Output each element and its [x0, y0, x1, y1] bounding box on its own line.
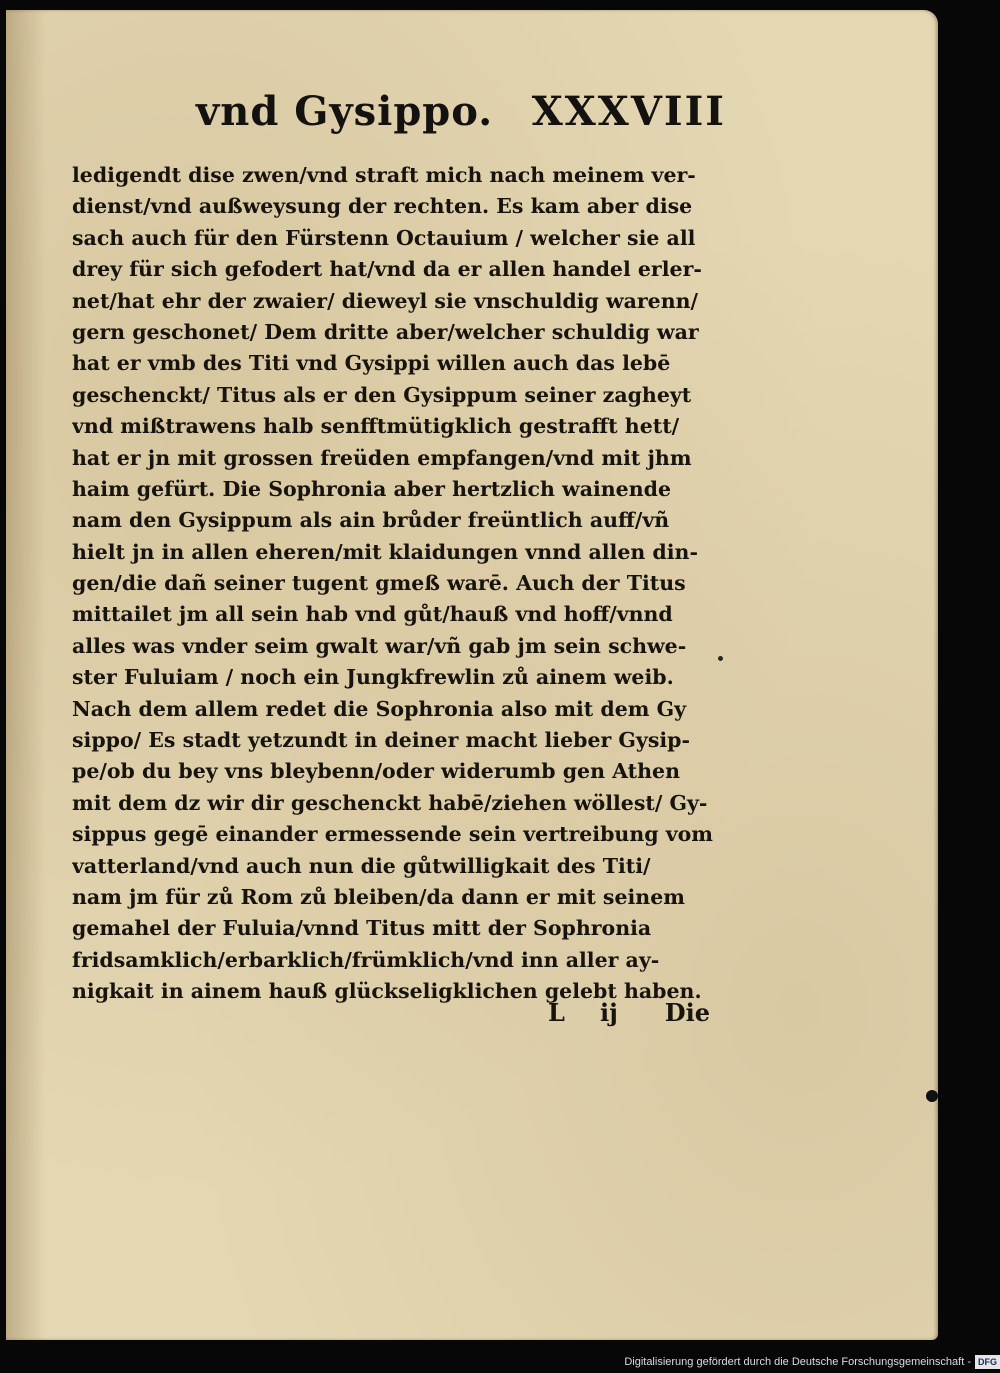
- dfg-logo: DFG: [975, 1355, 1000, 1369]
- text-line: Nach dem allem redet die Sophronia also mit dem Gy: [72, 696, 687, 721]
- text-line: ster Fuluiam / noch ein Jungkfrewlin zů ainem weib.: [72, 665, 674, 690]
- text-line: alles was vnder seim gwalt war/vñ gab jm sein schwe-: [72, 633, 687, 658]
- text-line: net/hat ehr der zwaier/ dieweyl sie vnschuldig warenn/: [72, 288, 699, 313]
- text-line: fridsamklich/erbarklich/frümklich/vnd inn aller ay-: [72, 947, 660, 972]
- running-head: [196, 88, 726, 148]
- text-line: drey für sich gefodert hat/vnd da er allen handel erler-: [72, 257, 702, 282]
- text-line: mit dem dz wir dir geschenckt habē/ziehen wöllest/ Gy-: [72, 790, 708, 815]
- running-head-title: vnd Gysippo.: [196, 88, 494, 135]
- ink-spot: [926, 1090, 938, 1102]
- digitization-footer: [600, 1351, 1000, 1373]
- footer-text: Digitalisierung gefördert durch die Deutsche Forschungsgemeinschaft -: [624, 1356, 971, 1368]
- text-line: nam jm für zů Rom zů bleiben/da dann er mit seinem: [72, 884, 685, 909]
- text-line: nam den Gysippum als ain brůder freüntlich auff/vñ: [72, 508, 670, 533]
- text-line: hielt jn in allen eheren/mit klaidungen vnnd allen din-: [72, 539, 698, 564]
- catchword: Die: [664, 998, 710, 1027]
- signature-number: ij: [600, 998, 618, 1027]
- text-line: mittailet jm all sein hab vnd gůt/hauß vnd hoff/vnnd: [72, 602, 673, 627]
- text-line: sippus gegē einander ermessende sein vertreibung vom: [72, 822, 713, 847]
- text-line: geschenckt/ Titus als er den Gysippum seiner zagheyt: [72, 382, 692, 407]
- ink-speck: [718, 656, 723, 661]
- text-line: ledigendt dise zwen/vnd straft mich nach meinem ver-: [72, 163, 696, 187]
- text-line: hat er jn mit grossen freüden empfangen/vnd mit jhm: [72, 445, 692, 470]
- text-line: hat er vmb des Titi vnd Gysippi willen auch das lebē: [72, 351, 671, 376]
- text-line: pe/ob du bey vns bleybenn/oder widerumb gen Athen: [72, 759, 681, 784]
- text-line: haim gefürt. Die Sophronia aber hertzlich wainende: [72, 476, 671, 501]
- signature-mark: L: [548, 998, 565, 1027]
- text-line: sippo/ Es stadt yetzundt in deiner macht lieber Gysip-: [72, 728, 691, 753]
- text-line: gen/die dañ seiner tugent gmeß warē. Auch der Titus: [72, 571, 686, 596]
- folio-number: XXXVIII: [531, 88, 726, 135]
- text-line: sach auch für den Fürstenn Octauium / welcher sie all: [72, 225, 696, 250]
- text-line: vatterland/vnd auch nun die gůtwilligkait des Titi/: [72, 853, 651, 878]
- text-line: vnd mißtrawens halb senfftmütigklich gestrafft hett/: [72, 414, 680, 439]
- text-line: nigkait in ainem hauß glückseligklichen gelebt haben.: [72, 979, 702, 1004]
- text-line: gemahel der Fuluia/vnnd Titus mitt der Sophronia: [72, 916, 652, 941]
- text-block: [72, 160, 722, 1008]
- text-line: gern geschonet/ Dem dritte aber/welcher schuldig war: [72, 319, 699, 344]
- text-line: dienst/vnd außweysung der rechten. Es kam aber dise: [72, 194, 693, 219]
- signature-line: [72, 998, 722, 1034]
